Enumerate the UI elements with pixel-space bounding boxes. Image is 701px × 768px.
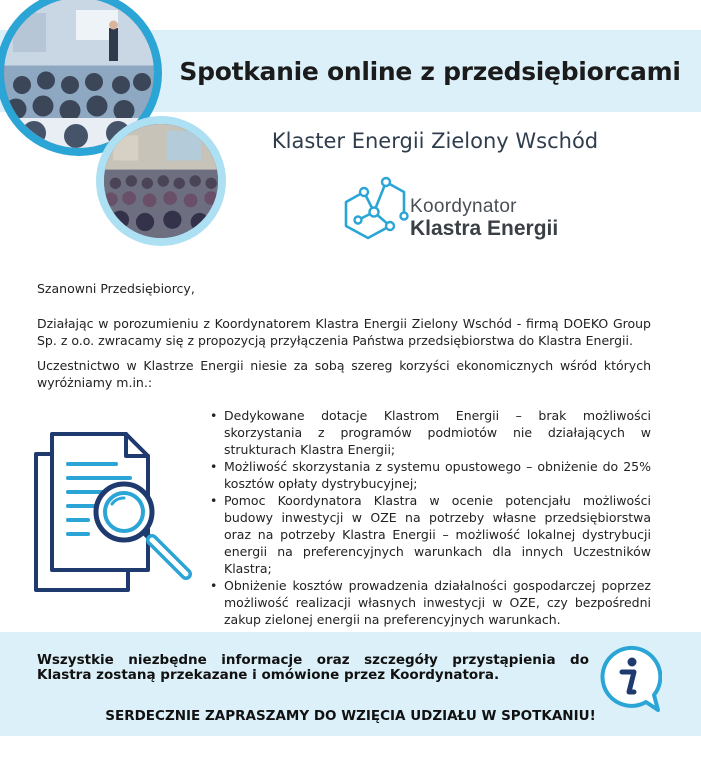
document-magnifier-icon [30,428,198,594]
list-item: • Obniżenie kosztów prowadzenia działalności gospodarczej poprzez możliwość realizacji własnych inwestycji w OZE, czy bezpośredni zakup zielonej energii na preferencyjnych warunkach. [208,577,651,628]
info-text: Wszystkie niezbędne informacje oraz szczegóły przystąpienia do Klastra zostaną przekazane i omówione przez Koordynatora. [37,652,589,683]
list-item: • Możliwość skorzystania z systemu opustowego – obniżenie do 25% kosztów opłaty dystrybucyjnej; [208,458,651,492]
list-item: • Dedykowane dotacje Klastrom Energii – brak możliwości skorzystania z programów podmiotów nie działających w strukturach Klastra Energii; [208,407,651,458]
logo-line-2: Klastra Energii [410,217,559,240]
salutation: Szanowni Przedsiębiorcy, [37,281,195,296]
page-title: Spotkanie online z przedsiębiorcami [179,57,681,86]
intro-paragraph: Działając w porozumieniu z Koordynatorem Klastra Energii Zielony Wschód - firmą DOEKO Group Sp. z o.o. zwracamy się z propozycją przyłączenia Państwa przedsiębiorstwa do Klastra Energii. [37,316,651,348]
cluster-name: Klaster Energii Zielony Wschód [271,129,599,153]
conference-photo-small [96,116,226,246]
logo-text [410,197,558,241]
invitation-text: SERDECZNIE ZAPRASZAMY DO WZIĘCIA UDZIAŁU W SPOTKANIU! [105,708,596,724]
benefits-list [208,407,651,628]
logo-line-1: Koordynator [410,196,517,217]
list-item: • Pomoc Koordynatora Klastra w ocenie potencjału możliwości budowy inwestycji w OZE na potrzeby własne przedsiębiorstwa oraz na potrzeby Klastra Energii – możliwość lokalnej dystrybucji energii na preferencyjnych warunkach dla innych Uczestników Klastra; [208,492,651,577]
benefits-intro-paragraph: Uczestnictwo w Klastrze Energii niesie za sobą szereg korzyści ekonomicznych wśród których wyróżniamy m.in.: [37,358,651,390]
info-icon [596,644,662,714]
